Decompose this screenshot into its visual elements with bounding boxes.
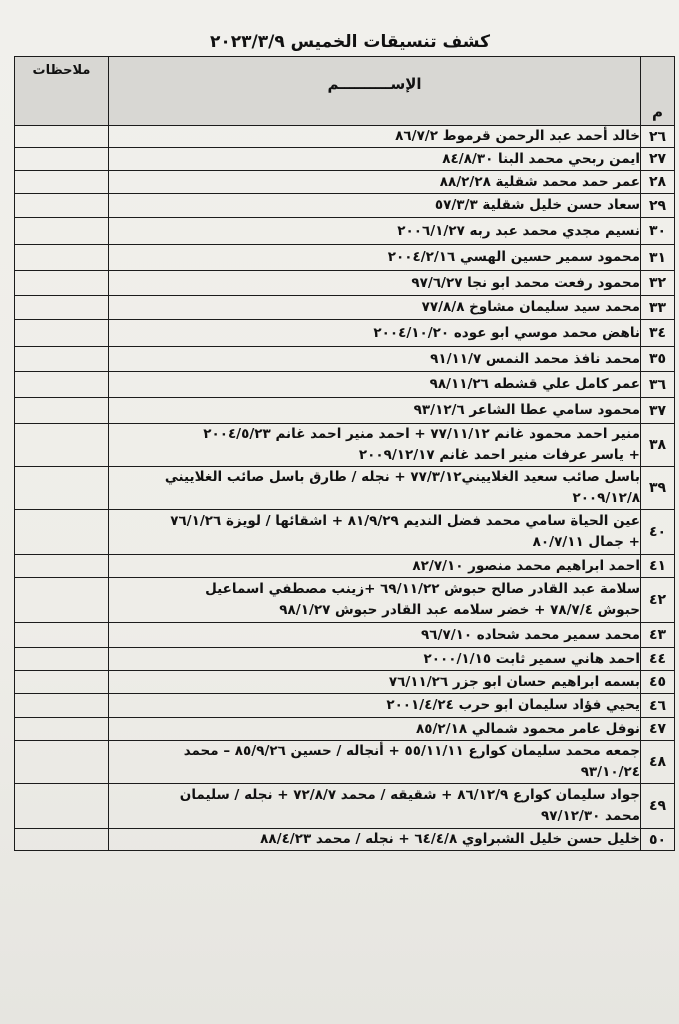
row-notes-cell	[15, 126, 109, 148]
row-name-cell	[109, 694, 641, 718]
header-notes: ملاحظات	[15, 57, 109, 126]
row-number: ٤٢	[641, 578, 675, 623]
table-row	[15, 398, 675, 424]
row-number: ٣٧	[641, 398, 675, 424]
row-notes-cell	[15, 510, 109, 555]
row-notes-cell	[15, 578, 109, 623]
name-line: محمود سمير حسين الهسي ٢٠٠٤/٢/١٦	[387, 249, 640, 265]
row-notes-cell	[15, 784, 109, 829]
row-name-cell	[109, 271, 641, 296]
header-name: الإســــــــــم	[109, 57, 641, 126]
row-notes-cell	[15, 171, 109, 194]
name-line: ناهض محمد موسي ابو عوده ٢٠٠٤/١٠/٢٠	[373, 324, 640, 341]
row-name-cell	[109, 741, 641, 784]
row-number: ٣٤	[641, 320, 675, 347]
table-row	[15, 741, 675, 784]
name-line: يحيي فؤاد سليمان ابو حرب ٢٠٠١/٤/٢٤	[386, 697, 640, 713]
table-row	[15, 347, 675, 372]
row-number: ٤٣	[641, 623, 675, 648]
row-number: ٣٥	[641, 347, 675, 372]
table-row	[15, 829, 675, 851]
row-name-cell	[109, 555, 641, 578]
name-line: + ياسر عرفات منير احمد غانم ٢٠٠٩/١٢/١٧	[358, 447, 640, 463]
row-number: ٤٧	[641, 718, 675, 741]
name-line: احمد ابراهيم محمد منصور ٨٢/٧/١٠	[412, 557, 640, 574]
table-row	[15, 148, 675, 171]
row-number: ٤٥	[641, 671, 675, 694]
row-name-cell	[109, 671, 641, 694]
row-name-cell	[109, 424, 641, 467]
row-name-cell	[109, 398, 641, 424]
row-number: ٣٢	[641, 271, 675, 296]
row-number: ٣٣	[641, 296, 675, 320]
row-name-cell	[109, 148, 641, 171]
row-name-cell	[109, 194, 641, 218]
name-line: ايمن ربحي محمد البنا ٨٤/٨/٣٠	[442, 150, 640, 167]
table-row	[15, 271, 675, 296]
row-name-cell	[109, 245, 641, 271]
name-line: عين الحياة سامي محمد فضل النديم ٨١/٩/٢٩ + اشقائها / لويزة ٧٦/١/٢٦	[170, 513, 640, 529]
row-notes-cell	[15, 271, 109, 296]
row-notes-cell	[15, 296, 109, 320]
row-notes-cell	[15, 320, 109, 347]
row-name-cell	[109, 718, 641, 741]
name-line: عمر حمد محمد شقلية ٨٨/٢/٢٨	[439, 173, 640, 190]
name-line: محمد سمير محمد شحاده ٩٦/٧/١٠	[421, 626, 640, 643]
row-number: ٢٦	[641, 126, 675, 148]
row-notes-cell	[15, 148, 109, 171]
table-row	[15, 718, 675, 741]
row-name-cell	[109, 372, 641, 398]
row-name-cell	[109, 578, 641, 623]
row-notes-cell	[15, 398, 109, 424]
name-line: سلامة عبد القادر صالح حبوش ٦٩/١١/٢٢ +زينب مصطفي اسماعيل	[205, 581, 640, 597]
row-notes-cell	[15, 245, 109, 271]
table-row	[15, 648, 675, 671]
name-line: خالد أحمد عبد الرحمن قرموط ٨٦/٧/٢	[395, 128, 640, 144]
row-notes-cell	[15, 829, 109, 851]
row-notes-cell	[15, 648, 109, 671]
row-number: ٣٠	[641, 218, 675, 245]
table-row	[15, 623, 675, 648]
row-number: ٣٦	[641, 372, 675, 398]
name-line: ٩٣/١٠/٢٤	[580, 764, 640, 780]
row-number: ٣٩	[641, 467, 675, 510]
row-notes-cell	[15, 718, 109, 741]
table-row	[15, 694, 675, 718]
row-notes-cell	[15, 347, 109, 372]
row-number: ٤٨	[641, 741, 675, 784]
row-number: ٤٦	[641, 694, 675, 718]
row-number: ٤١	[641, 555, 675, 578]
row-notes-cell	[15, 623, 109, 648]
name-line: بسمه ابراهيم حسان ابو جزر ٧٦/١١/٢٦	[388, 673, 640, 690]
row-notes-cell	[15, 372, 109, 398]
table-header-row	[15, 57, 675, 126]
table-row	[15, 372, 675, 398]
row-name-cell	[109, 623, 641, 648]
name-line: سعاد حسن خليل شقلية ٥٧/٣/٣	[434, 197, 640, 213]
name-line: + جمال ٨٠/٧/١١	[532, 534, 640, 550]
row-name-cell	[109, 829, 641, 851]
row-number: ٢٧	[641, 148, 675, 171]
table-row	[15, 245, 675, 271]
row-number: ٢٩	[641, 194, 675, 218]
row-notes-cell	[15, 424, 109, 467]
table-row	[15, 218, 675, 245]
name-line: باسل صائب سعيد الغلاييني٧٧/٣/١٢ + نجله / طارق باسل صائب الغلاييني	[164, 469, 640, 485]
table-row	[15, 467, 675, 510]
name-line: منير احمد محمود غانم ٧٧/١١/١٢ + احمد منير احمد غانم ٢٠٠٤/٥/٢٣	[203, 426, 640, 442]
name-line: جمعه محمد سليمان كوارع ٥٥/١١/١١ + أنجاله / حسين ٨٥/٩/٢٦ – محمد	[183, 743, 640, 759]
name-line: محمود سامي عطا الشاعر ٩٣/١٢/٦	[413, 402, 640, 418]
row-number: ٣٨	[641, 424, 675, 467]
table-row	[15, 296, 675, 320]
row-notes-cell	[15, 194, 109, 218]
table-row	[15, 555, 675, 578]
name-line: ٢٠٠٩/١٢/٨	[572, 490, 640, 506]
row-notes-cell	[15, 741, 109, 784]
row-name-cell	[109, 648, 641, 671]
name-line: محمد نافذ محمد النمس ٩١/١١/٧	[430, 350, 640, 367]
name-line: نسيم مجدي محمد عبد ربه ٢٠٠٦/١/٢٧	[397, 222, 640, 239]
row-number: ٤٠	[641, 510, 675, 555]
row-name-cell	[109, 510, 641, 555]
row-name-cell	[109, 218, 641, 245]
header-number: م	[641, 57, 675, 126]
table-row	[15, 510, 675, 555]
name-line: محمود رفعت محمد ابو نجا ٩٧/٦/٢٧	[411, 274, 640, 291]
row-number: ٤٩	[641, 784, 675, 829]
row-notes-cell	[15, 218, 109, 245]
table-row	[15, 171, 675, 194]
table-row	[15, 784, 675, 829]
table-body	[15, 126, 675, 851]
table-row	[15, 424, 675, 467]
row-notes-cell	[15, 467, 109, 510]
table-row	[15, 671, 675, 694]
name-line: خليل حسن خليل الشبراوي ٦٤/٤/٨ + نجله / محمد ٨٨/٤/٢٣	[260, 831, 640, 847]
row-notes-cell	[15, 671, 109, 694]
table-row	[15, 578, 675, 623]
row-name-cell	[109, 171, 641, 194]
name-line: عمر كامل علي قشطه ٩٨/١١/٢٦	[429, 376, 640, 392]
row-number: ٢٨	[641, 171, 675, 194]
names-table	[14, 56, 675, 851]
name-line: محمد سيد سليمان مشاوخ ٧٧/٨/٨	[421, 299, 640, 315]
row-name-cell	[109, 296, 641, 320]
name-line: محمد ٩٧/١٢/٣٠	[541, 808, 640, 824]
table-row	[15, 194, 675, 218]
row-name-cell	[109, 320, 641, 347]
row-number: ٥٠	[641, 829, 675, 851]
row-name-cell	[109, 467, 641, 510]
row-name-cell	[109, 347, 641, 372]
name-line: حبوش ٧٨/٧/٤ + خضر سلامه عبد القادر حبوش ٩٨/١/٢٧	[279, 602, 640, 618]
row-notes-cell	[15, 694, 109, 718]
table-row	[15, 320, 675, 347]
table-row	[15, 126, 675, 148]
row-notes-cell	[15, 555, 109, 578]
row-number: ٣١	[641, 245, 675, 271]
name-line: جواد سليمان كوارع ٨٦/١٢/٩ + شقيقه / محمد ٧٢/٨/٧ + نجله / سليمان	[179, 787, 640, 803]
document-title: كشف تنسيقات الخميس ٢٠٢٣/٣/٩	[210, 32, 490, 52]
name-line: نوفل عامر محمود شمالي ٨٥/٢/١٨	[416, 720, 640, 737]
name-line: احمد هاني سمير ثابت ٢٠٠٠/١/١٥	[423, 650, 640, 667]
row-number: ٤٤	[641, 648, 675, 671]
row-name-cell	[109, 784, 641, 829]
row-name-cell	[109, 126, 641, 148]
